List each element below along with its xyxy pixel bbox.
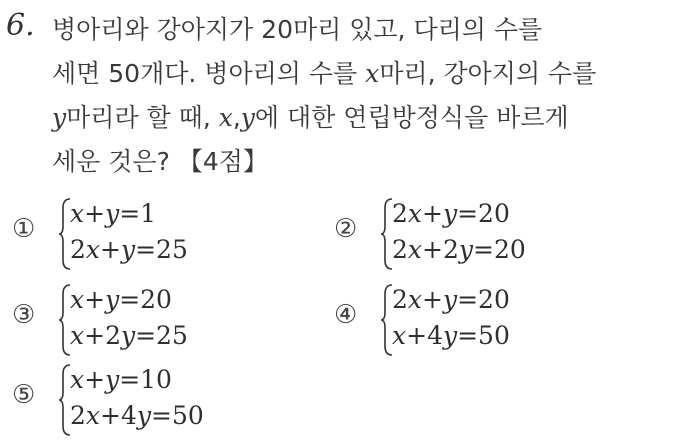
choice-4-equation-1: 2x+y=20: [392, 285, 510, 314]
choice-2-equation-1: 2x+y=20: [392, 199, 510, 228]
choice-4-marker: ④: [334, 300, 358, 330]
choice-2-equation-2: 2x+2y=20: [392, 235, 526, 264]
choice-2-marker: ②: [334, 214, 358, 244]
question-line-3: y마리라 할 때, x,y에 대한 연립방정식을 바르게: [52, 103, 569, 132]
choice-4-equation-2: x+4y=50: [392, 321, 510, 350]
question-line-2: 세면 50개다. 병아리의 수를 x마리, 강아지의 수를: [52, 59, 597, 88]
choice-5-equation-2: 2x+4y=50: [70, 401, 204, 430]
choice-3-equation-1: x+y=20: [70, 285, 172, 314]
question-number: 6.: [6, 8, 35, 43]
question-line-4: 세운 것은? 【4점】: [52, 147, 268, 176]
choice-1-equation-2: 2x+y=25: [70, 235, 188, 264]
question-line-1: 병아리와 강아지가 20마리 있고, 다리의 수를: [52, 15, 543, 44]
choice-1-marker: ①: [12, 214, 36, 244]
choice-3-equation-2: x+2y=25: [70, 321, 188, 350]
choice-5-equation-1: x+y=10: [70, 365, 172, 394]
question-text: [52, 8, 672, 184]
choice-5-marker: ⑤: [12, 380, 36, 410]
choice-3-marker: ③: [12, 300, 36, 330]
choice-1-equation-1: x+y=1: [70, 199, 157, 228]
